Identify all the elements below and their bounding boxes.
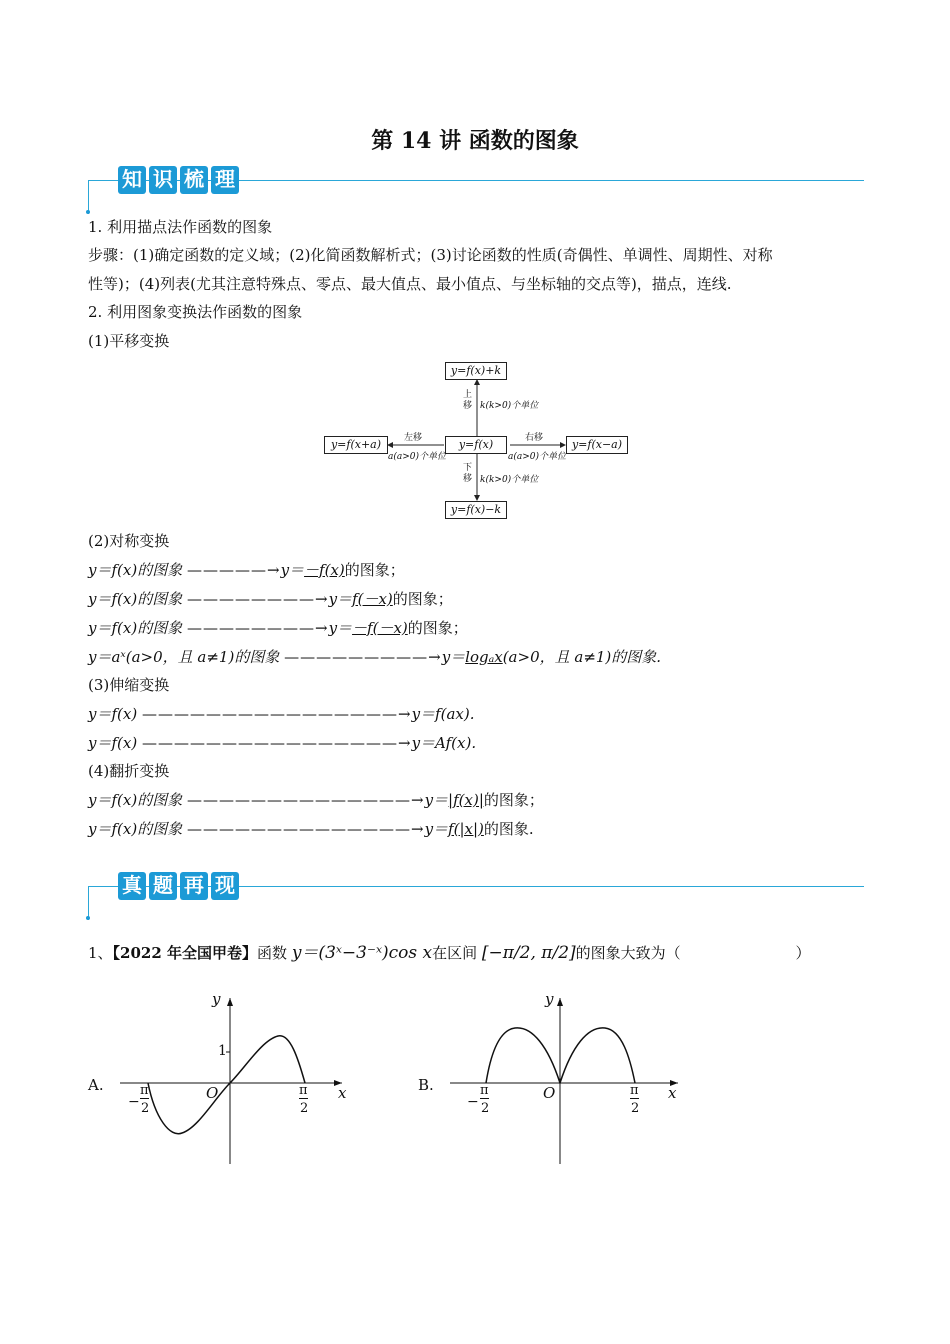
section-char: 题: [149, 872, 177, 900]
sub-heading-stretch: (3)伸缩变换: [88, 676, 170, 694]
neg-two: 2: [141, 1101, 150, 1116]
section-char: 现: [211, 872, 239, 900]
question-1: [88, 938, 810, 963]
sym-suffix: 的图象；: [407, 619, 468, 637]
stretch-target: y＝f(ax).: [411, 705, 475, 723]
arrow: ————————→: [186, 619, 329, 637]
box-right: y=f(x−a): [566, 436, 628, 454]
fold-line-1: [88, 791, 544, 809]
sym-target-prefix: y＝: [280, 561, 305, 579]
fold-line-2: [88, 820, 534, 838]
fold-suffix: 的图象；: [483, 791, 544, 809]
sym-line-3: [88, 619, 468, 637]
neg-pi: π: [140, 1083, 149, 1098]
stretch-source: y＝f(x): [88, 734, 138, 752]
axis-y-label: y: [545, 990, 554, 1008]
label-right: 右移: [525, 433, 544, 443]
steps-line-1: 步骤：(1)确定函数的定义域；(2)化简函数解析式；(3)讨论函数的性质(奇偶性、单调性、周期性、对称: [88, 246, 773, 264]
sym-source: y＝f(x)的图象: [88, 590, 183, 608]
fold-source: y＝f(x)的图象: [88, 820, 183, 838]
sym-target: －f(x): [304, 561, 345, 579]
sym-target-prefix: y＝: [441, 648, 466, 666]
pos-pi: π: [299, 1083, 308, 1098]
fold-source: y＝f(x)的图象: [88, 791, 183, 809]
box-center: y=f(x): [445, 436, 507, 454]
neg-sign: −: [128, 1094, 140, 1110]
label-left: 左移: [404, 433, 423, 443]
section-header-knowledge: [88, 166, 864, 216]
fold-suffix: 的图象.: [483, 820, 534, 838]
fold-target-prefix: y＝: [424, 791, 449, 809]
sym-line-2: [88, 590, 453, 608]
stretch-line-2: [88, 734, 476, 752]
section-left-bracket: [88, 886, 89, 920]
sym-suffix: 的图象；: [344, 561, 405, 579]
section-dot: [86, 210, 90, 214]
arrow: ————————→: [186, 590, 329, 608]
option-a-label: A.: [88, 1076, 104, 1094]
section-char: 理: [211, 166, 239, 194]
section-header-exam: [88, 872, 864, 922]
question-source: 【2022 年全国甲卷】: [112, 944, 258, 962]
steps-line-2: 性等)；(4)列表(尤其注意特殊点、零点、最大值点、最小值点、与坐标轴的交点等)，描点，连线.: [88, 275, 732, 293]
axis-x-label: x: [668, 1084, 677, 1102]
fold-target: |f(x)|: [448, 791, 484, 809]
box-bottom: y=f(x)−k: [445, 501, 507, 519]
box-left: y=f(x+a): [324, 436, 388, 454]
neg-two: 2: [481, 1101, 490, 1116]
sym-source: y＝f(x)的图象: [88, 619, 183, 637]
sym-suffix: (a>0，且 a≠1)的图象.: [502, 648, 662, 666]
sub-heading-translation: (1)平移变换: [88, 332, 170, 350]
axis-x-label: x: [338, 1084, 347, 1102]
neg-pi: π: [480, 1083, 489, 1098]
option-b-label: B.: [418, 1076, 434, 1094]
neg-sign: −: [467, 1094, 479, 1110]
cond-left: a(a>0)个单位: [388, 452, 447, 462]
arrow: ————————————————→: [141, 734, 412, 752]
sym-target: logₐx: [465, 648, 503, 666]
origin-label: O: [543, 1084, 556, 1102]
sym-source: y＝aˣ(a>0，且 a≠1)的图象: [88, 648, 280, 666]
stretch-line-1: [88, 705, 474, 723]
box-top: y=f(x)+k: [445, 362, 507, 380]
label-up: 上移: [463, 390, 473, 411]
origin-label: O: [206, 1084, 219, 1102]
cond-right: a(a>0)个单位: [508, 452, 567, 462]
pos-two: 2: [300, 1101, 309, 1116]
arrow: ——————————————→: [186, 791, 425, 809]
section-char: 知: [118, 166, 146, 194]
graph-option-b: [440, 988, 690, 1168]
sub-heading-symmetry: (2)对称变换: [88, 532, 170, 550]
question-number: 1、: [88, 944, 113, 962]
fold-target-prefix: y＝: [424, 820, 449, 838]
section-dot: [86, 916, 90, 920]
cond-up: k(k>0)个单位: [480, 401, 539, 411]
section-char: 识: [149, 166, 177, 194]
axis-y-label: y: [212, 990, 221, 1008]
label-down: 下移: [463, 463, 473, 484]
section-char: 梳: [180, 166, 208, 194]
heading-1: 1. 利用描点法作函数的图象: [88, 218, 273, 236]
sym-target-prefix: y＝: [328, 590, 353, 608]
question-text: 在区间: [432, 944, 478, 962]
arrow: —————→: [186, 561, 281, 579]
arrow: —————————→: [284, 648, 442, 666]
section-char: 真: [118, 872, 146, 900]
cond-down: k(k>0)个单位: [480, 475, 539, 485]
arrow: ————————————————→: [141, 705, 412, 723]
question-interval: [−π/2, π/2]: [481, 943, 576, 963]
heading-2: 2. 利用图象变换法作函数的图象: [88, 303, 303, 321]
question-text: 的图象大致为（: [575, 944, 681, 962]
question-text: 函数: [257, 944, 288, 962]
page-title: 第 14 讲 函数的图象: [371, 128, 579, 154]
sym-line-1: [88, 561, 405, 579]
tick-one: 1: [218, 1043, 227, 1059]
sym-suffix: 的图象；: [392, 590, 453, 608]
sym-target: f(－x): [352, 590, 393, 608]
section-left-bracket: [88, 180, 89, 214]
arrow: ——————————————→: [186, 820, 425, 838]
sym-source: y＝f(x)的图象: [88, 561, 183, 579]
fold-target: f(|x|): [448, 820, 484, 838]
sym-line-4: [88, 648, 661, 666]
sym-target: －f(－x): [352, 619, 408, 637]
question-formula: y＝(3ˣ−3⁻ˣ)cos x: [291, 943, 433, 963]
pos-two: 2: [631, 1101, 640, 1116]
stretch-source: y＝f(x): [88, 705, 138, 723]
stretch-target: y＝Af(x).: [411, 734, 477, 752]
graph-option-a: [110, 988, 360, 1168]
question-text: ）: [795, 944, 811, 962]
sym-target-prefix: y＝: [328, 619, 353, 637]
section-char: 再: [180, 872, 208, 900]
translation-diagram: [320, 358, 630, 522]
pos-pi: π: [630, 1083, 639, 1098]
sub-heading-fold: (4)翻折变换: [88, 762, 170, 780]
